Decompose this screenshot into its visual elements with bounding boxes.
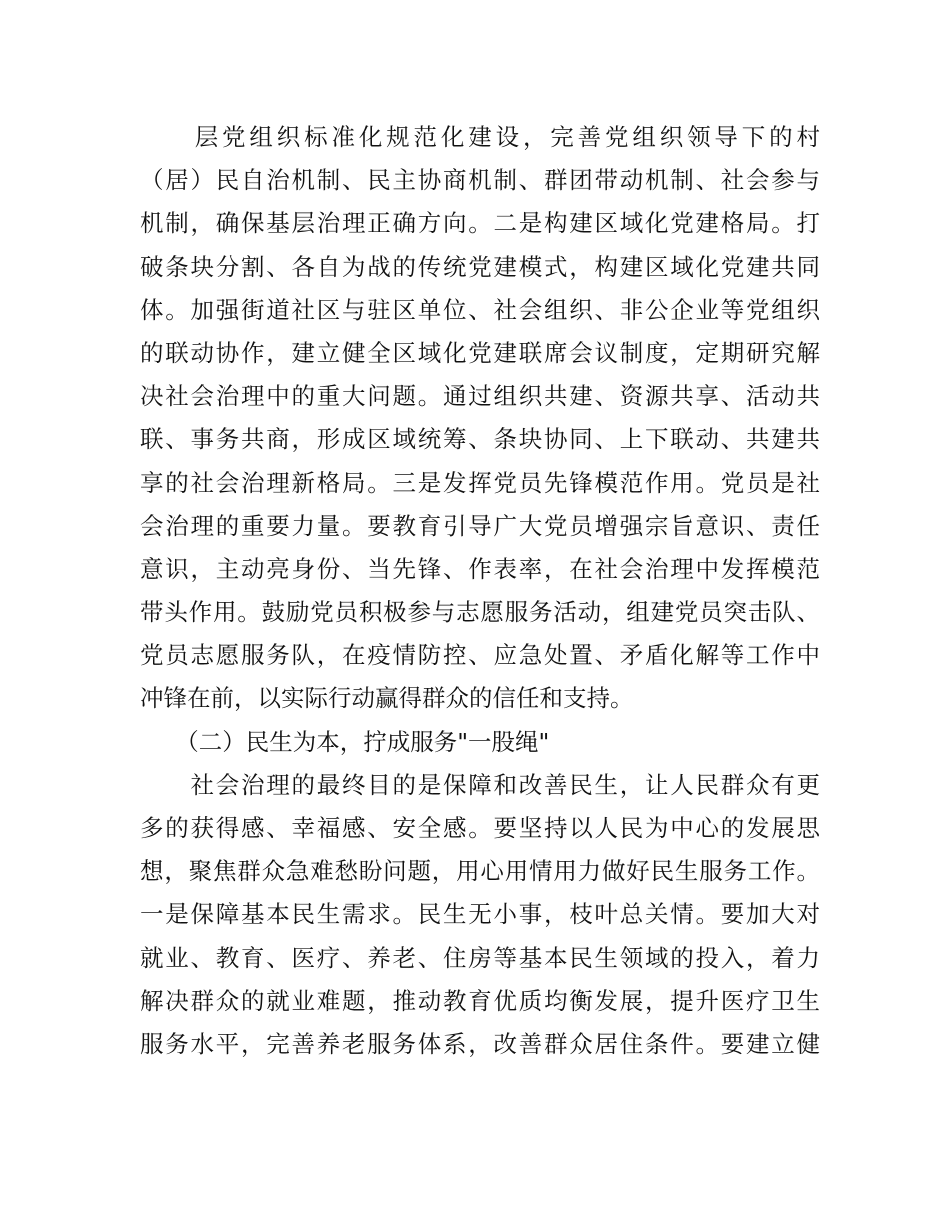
text-line: 机制，确保基层治理正确方向。二是构建区域化党建格局。打 bbox=[140, 209, 820, 238]
text-line: （二）民生为本，拧成服务"一股绳" bbox=[140, 727, 550, 756]
text-line: 的联动协作，建立健全区域化党建联席会议制度，定期研究解 bbox=[140, 338, 820, 367]
text-line: 享的社会治理新格局。三是发挥党员先锋模范作用。党员是社 bbox=[140, 468, 820, 497]
text-line: 会治理的重要力量。要教育引导广大党员增强宗旨意识、责任 bbox=[140, 511, 820, 540]
text-line: 破条块分割、各自为战的传统党建模式，构建区域化党建共同 bbox=[140, 252, 820, 281]
text-line: 社会治理的最终目的是保障和改善民生，让人民群众有更 bbox=[140, 770, 820, 799]
text-line: 层党组织标准化规范化建设，完善党组织领导下的村 bbox=[140, 123, 820, 151]
text-line: 联、事务共商，形成区域统筹、条块协同、上下联动、共建共 bbox=[140, 425, 820, 454]
text-line: 想，聚焦群众急难愁盼问题，用心用情用力做好民生服务工作。 bbox=[140, 857, 820, 886]
text-line: 解决群众的就业难题，推动教育优质均衡发展，提升医疗卫生 bbox=[140, 986, 820, 1015]
text-line: 党员志愿服务队，在疫情防控、应急处置、矛盾化解等工作中 bbox=[140, 641, 820, 670]
text-line: 意识，主动亮身份、当先锋、作表率，在社会治理中发挥模范 bbox=[140, 554, 820, 583]
text-line: 就业、教育、医疗、养老、住房等基本民生领域的投入，着力 bbox=[140, 943, 820, 972]
text-line: （居）民自治机制、民主协商机制、群团带动机制、社会参与 bbox=[140, 166, 820, 195]
text-line: 一是保障基本民生需求。民生无小事，枝叶总关情。要加大对 bbox=[140, 900, 820, 929]
text-line: 体。加强街道社区与驻区单位、社会组织、非公企业等党组织 bbox=[140, 295, 820, 324]
text-line: 服务水平，完善养老服务体系，改善群众居住条件。要建立健 bbox=[140, 1029, 820, 1058]
document-body bbox=[140, 116, 820, 1066]
text-line: 冲锋在前，以实际行动赢得群众的信任和支持。 bbox=[140, 684, 634, 713]
text-line: 多的获得感、幸福感、安全感。要坚持以人民为中心的发展思 bbox=[140, 814, 820, 842]
text-line: 带头作用。鼓励党员积极参与志愿服务活动，组建党员突击队、 bbox=[140, 598, 820, 627]
text-line: 决社会治理中的重大问题。通过组织共建、资源共享、活动共 bbox=[140, 382, 820, 411]
